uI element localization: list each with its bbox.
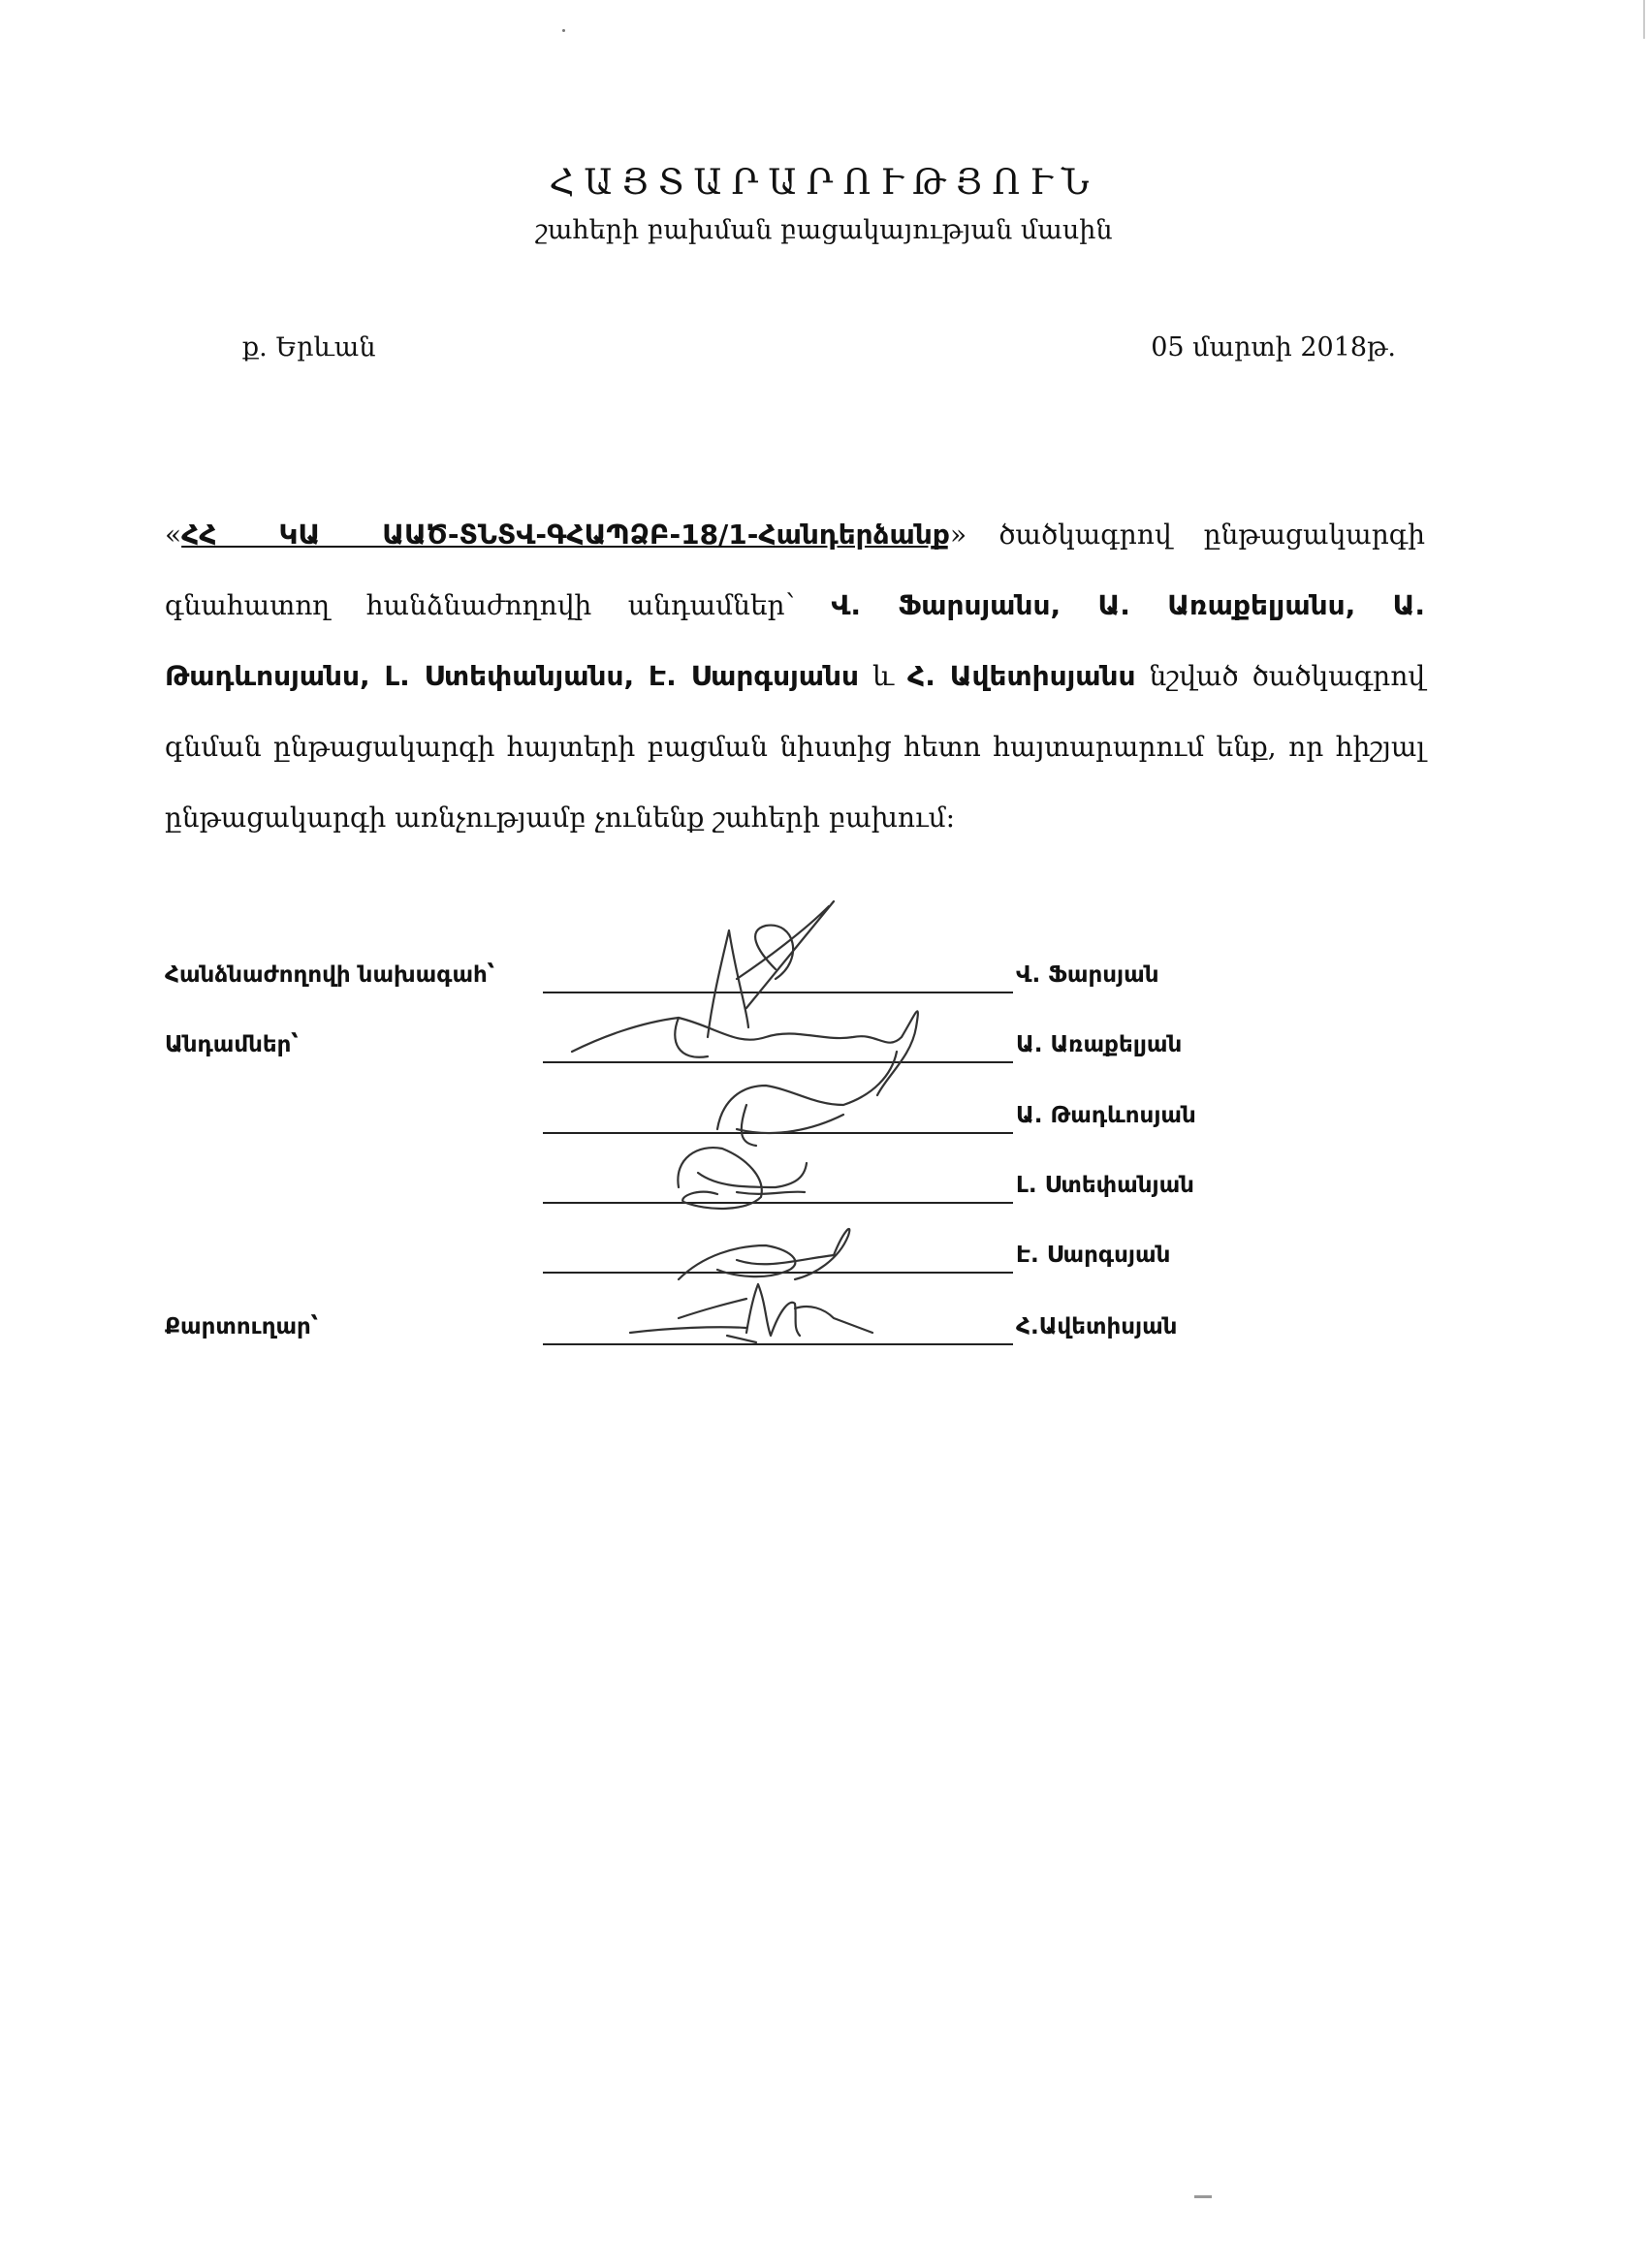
signature-row-member [165,1032,1231,1071]
statement-part1: ծածկագրով ընթացակարգի գնահատող հանձնաժողովի անդամներ՝ [165,519,1425,621]
document-title: ՀԱՅՏԱՐԱՐՈՒԹՅՈՒՆ [549,163,1099,203]
scan-speck [562,29,565,32]
signature-row-member [165,1173,1231,1212]
signature-row-member [165,1243,1231,1281]
and-word: և [859,660,908,692]
signature-row-secretary [165,1314,1231,1353]
signature-line [543,1343,1013,1345]
signer-name: Է. Սարգսյան [1016,1243,1171,1268]
statement-part2: նշված ծածկագրով գնման ընթացակարգի հայտերի բացման նիստից հետո հայտարարում ենք, որ հիշյալ ընթացակարգի առնչությամբ չունենք շահերի բախում: [165,660,1426,834]
member-last: Հ. Ավետիսյանս [907,660,1136,692]
signature-line [543,1061,1013,1063]
open-quote: « [165,519,182,551]
document-subtitle: շահերի բախման բացակայության մասին [535,215,1113,245]
chair-role: Հանձնաժողովի նախագահ՝ [165,962,495,988]
scan-edge [1643,0,1645,39]
signature-line [543,1272,1013,1274]
member-list: Վ. Ֆարսյանս, Ա. Առաքելյանս, Ա. Թադևոսյանս, Լ. Ստեփանյանս, Է. Սարգսյանս [165,589,1425,692]
signature-line [543,992,1013,993]
signer-name: Ա. Թադևոսյան [1016,1103,1196,1128]
signature-line [543,1132,1013,1134]
procurement-code: ՀՀ ԿԱ ԱԱԾ-ՏՆՏՎ-ԳՀԱՊՁԲ-18/1-Հանդերձանք [181,519,950,551]
members-role: Անդամներ՝ [165,1032,299,1057]
signature-line [543,1202,1013,1204]
close-quote: » [949,519,967,551]
signer-name: Լ. Ստեփանյան [1016,1173,1194,1198]
signer-name: Հ.Ավետիսյան [1016,1314,1178,1339]
place: ք. Երևան [242,332,376,362]
statement-paragraph [165,499,1425,853]
scan-mark [1194,2195,1212,2198]
secretary-role: Քարտուղար՝ [165,1314,319,1339]
signer-name: Վ. Ֆարսյան [1016,962,1159,988]
signature-row-member [165,1103,1231,1142]
signer-name: Ա. Առաքելյան [1016,1032,1183,1057]
date: 05 մարտի 2018թ. [1151,332,1396,362]
signature-row-chair [165,962,1231,1001]
